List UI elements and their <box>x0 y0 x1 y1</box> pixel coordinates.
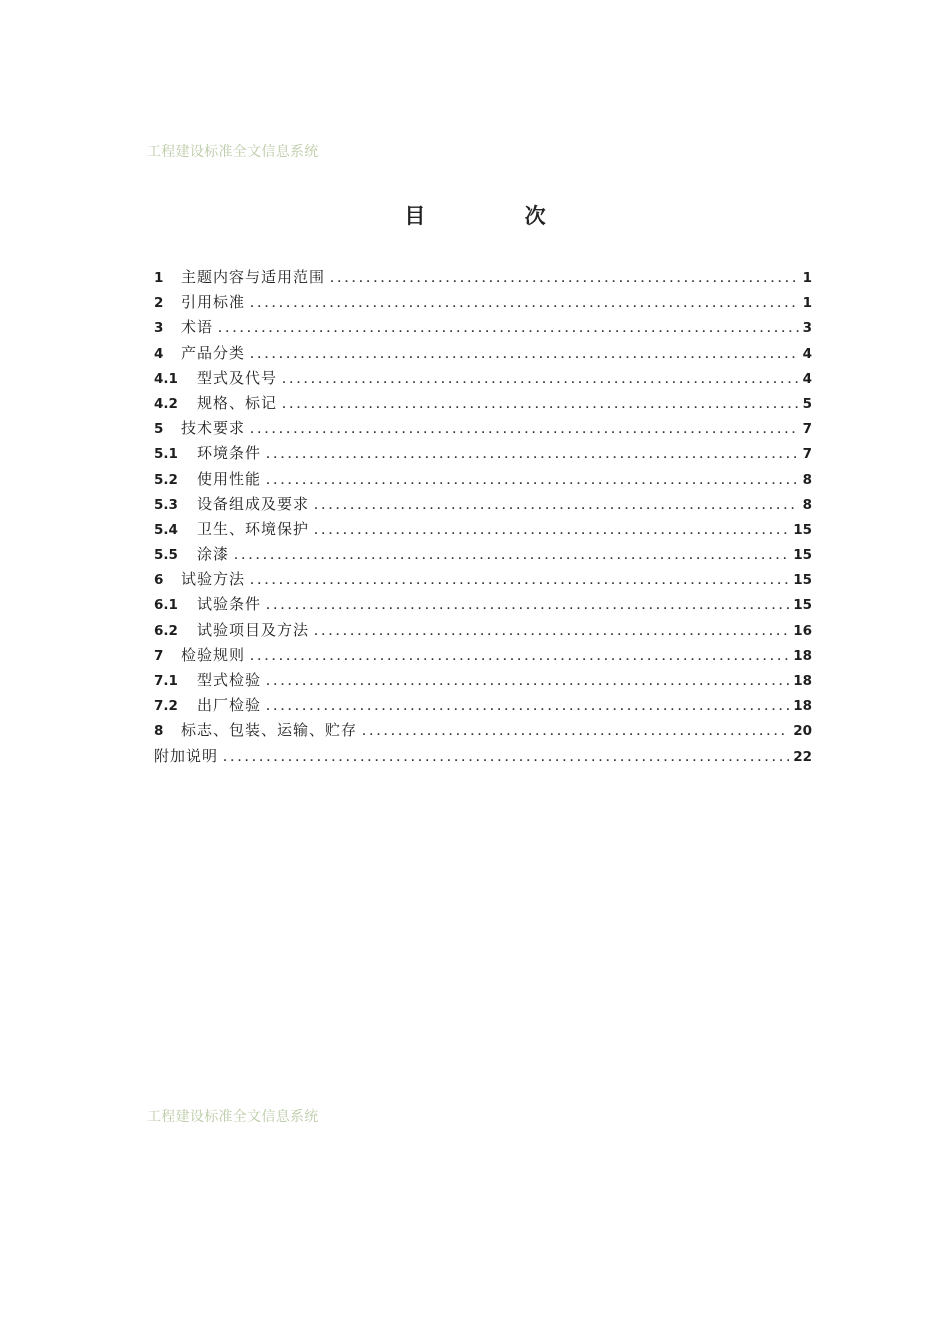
toc-leader-dots <box>265 476 799 487</box>
toc-entry-label: 主题内容与适用范围 <box>181 268 326 286</box>
toc-entry[interactable] <box>154 442 812 467</box>
toc-leader-dots <box>249 299 799 310</box>
toc-entry[interactable] <box>154 644 812 669</box>
toc-entry[interactable] <box>154 417 812 442</box>
toc-entry-page: 4 <box>802 370 812 387</box>
toc-leader-dots <box>249 652 789 663</box>
toc-leader-dots <box>222 753 789 764</box>
toc-entry[interactable] <box>154 392 812 417</box>
toc-entry-label: 型式检验 <box>197 671 262 689</box>
toc-leader-dots <box>313 526 789 537</box>
toc-entry-label: 使用性能 <box>197 469 262 488</box>
toc-entry-label: 型式及代号 <box>197 368 278 387</box>
toc-entry-number: 7.2 <box>154 698 178 715</box>
toc-entry-label: 产品分类 <box>181 343 246 362</box>
toc-entry-number: 5.2 <box>154 471 178 488</box>
toc-entry[interactable] <box>154 291 812 316</box>
toc-entry-number: 3 <box>154 320 164 337</box>
toc-entry-page: 7 <box>802 446 812 463</box>
toc-entry-label: 试验项目及方法 <box>197 620 310 639</box>
toc-leader-dots <box>249 350 799 361</box>
toc-entry[interactable] <box>154 593 812 618</box>
watermark-top: 工程建设标准全文信息系统 <box>147 144 319 160</box>
toc-entry-number: 7.1 <box>154 673 178 689</box>
toc-entry-label: 设备组成及要求 <box>197 494 310 513</box>
toc-entry-page: 1 <box>802 295 812 312</box>
toc-entry[interactable] <box>154 266 812 291</box>
toc-entry-number: 6.2 <box>154 622 178 639</box>
toc-entry-page: 22 <box>793 748 812 765</box>
toc-entry-page: 15 <box>793 597 812 614</box>
toc-leader-dots <box>249 425 799 436</box>
toc-entry-number: 2 <box>154 295 164 312</box>
toc-entry-number: 4 <box>154 345 164 362</box>
toc-entry[interactable] <box>154 745 812 770</box>
toc-entry-page: 5 <box>802 395 812 412</box>
toc-entry-number: 5.1 <box>154 446 178 463</box>
toc-entry-number: 6 <box>154 572 164 589</box>
toc-entry-number: 4.2 <box>154 395 178 412</box>
toc-entry-page: 18 <box>793 647 812 664</box>
toc-entry-label: 试验条件 <box>197 595 262 614</box>
toc-entry-page: 18 <box>793 673 812 689</box>
toc-entry[interactable] <box>154 316 812 341</box>
watermark-bottom: 工程建设标准全文信息系统 <box>147 1109 319 1125</box>
toc-entry-number: 5 <box>154 421 164 438</box>
toc-leader-dots <box>329 274 799 285</box>
toc-entry-number: 5.5 <box>154 547 178 564</box>
toc-leader-dots <box>313 627 789 638</box>
toc-entry-label: 出厂检验 <box>197 696 262 715</box>
toc-entry-number: 5.4 <box>154 521 178 538</box>
toc-entry-page: 18 <box>793 698 812 715</box>
toc-entry[interactable] <box>154 719 812 744</box>
toc-leader-dots <box>265 677 789 688</box>
toc-entry-label: 技术要求 <box>181 419 246 438</box>
toc-leader-dots <box>313 501 799 512</box>
toc-entry-label: 涂漆 <box>197 545 230 564</box>
toc-entry[interactable] <box>154 342 812 367</box>
toc-entry-label: 试验方法 <box>181 570 246 589</box>
toc-entry[interactable] <box>154 493 812 518</box>
toc-leader-dots <box>249 576 789 587</box>
toc-entry-label: 环境条件 <box>197 444 262 463</box>
toc-leader-dots <box>265 450 799 461</box>
toc-entry-page: 16 <box>793 622 812 639</box>
toc-entry-page: 8 <box>802 471 812 488</box>
toc-entry-page: 7 <box>802 421 812 438</box>
toc-entry-label: 卫生、环境保护 <box>197 519 310 538</box>
toc-entry[interactable] <box>154 518 812 543</box>
toc-entry-number: 1 <box>154 270 164 286</box>
toc-entry[interactable] <box>154 543 812 568</box>
toc-entry-label: 检验规则 <box>181 645 246 664</box>
toc-entry-number: 4.1 <box>154 370 178 387</box>
toc-entry-page: 4 <box>802 345 812 362</box>
toc-leader-dots <box>265 601 789 612</box>
toc-entry[interactable] <box>154 694 812 719</box>
toc-entry[interactable] <box>154 367 812 392</box>
toc-leader-dots <box>281 400 799 411</box>
toc-entry-page: 8 <box>802 496 812 513</box>
toc-entry-number: 5.3 <box>154 496 178 513</box>
toc-entry-page: 1 <box>802 270 812 286</box>
toc-entry-number: 8 <box>154 723 164 740</box>
toc-leader-dots <box>281 375 799 386</box>
toc-title: 目 次 <box>404 204 592 228</box>
toc-leader-dots <box>361 727 789 738</box>
toc-entry[interactable] <box>154 468 812 493</box>
toc-entry[interactable] <box>154 619 812 644</box>
toc-leader-dots <box>265 702 789 713</box>
toc-entry-label: 术语 <box>181 318 214 337</box>
toc-entry-label: 规格、标记 <box>197 393 278 412</box>
toc-leader-dots <box>217 324 799 335</box>
toc-entry-page: 3 <box>802 320 812 337</box>
toc-leader-dots <box>233 551 789 562</box>
toc-entry[interactable] <box>154 669 812 694</box>
toc-entry-page: 15 <box>793 547 812 564</box>
toc-entry-number: 7 <box>154 647 164 664</box>
toc-entry-page: 15 <box>793 572 812 589</box>
toc-entry-label: 引用标准 <box>181 293 246 312</box>
table-of-contents <box>154 266 812 770</box>
toc-entry-label: 附加说明 <box>154 746 219 765</box>
toc-entry-page: 20 <box>793 723 812 740</box>
toc-entry[interactable] <box>154 568 812 593</box>
toc-entry-number: 6.1 <box>154 597 178 614</box>
toc-entry-label: 标志、包装、运输、贮存 <box>181 721 358 740</box>
toc-entry-page: 15 <box>793 521 812 538</box>
